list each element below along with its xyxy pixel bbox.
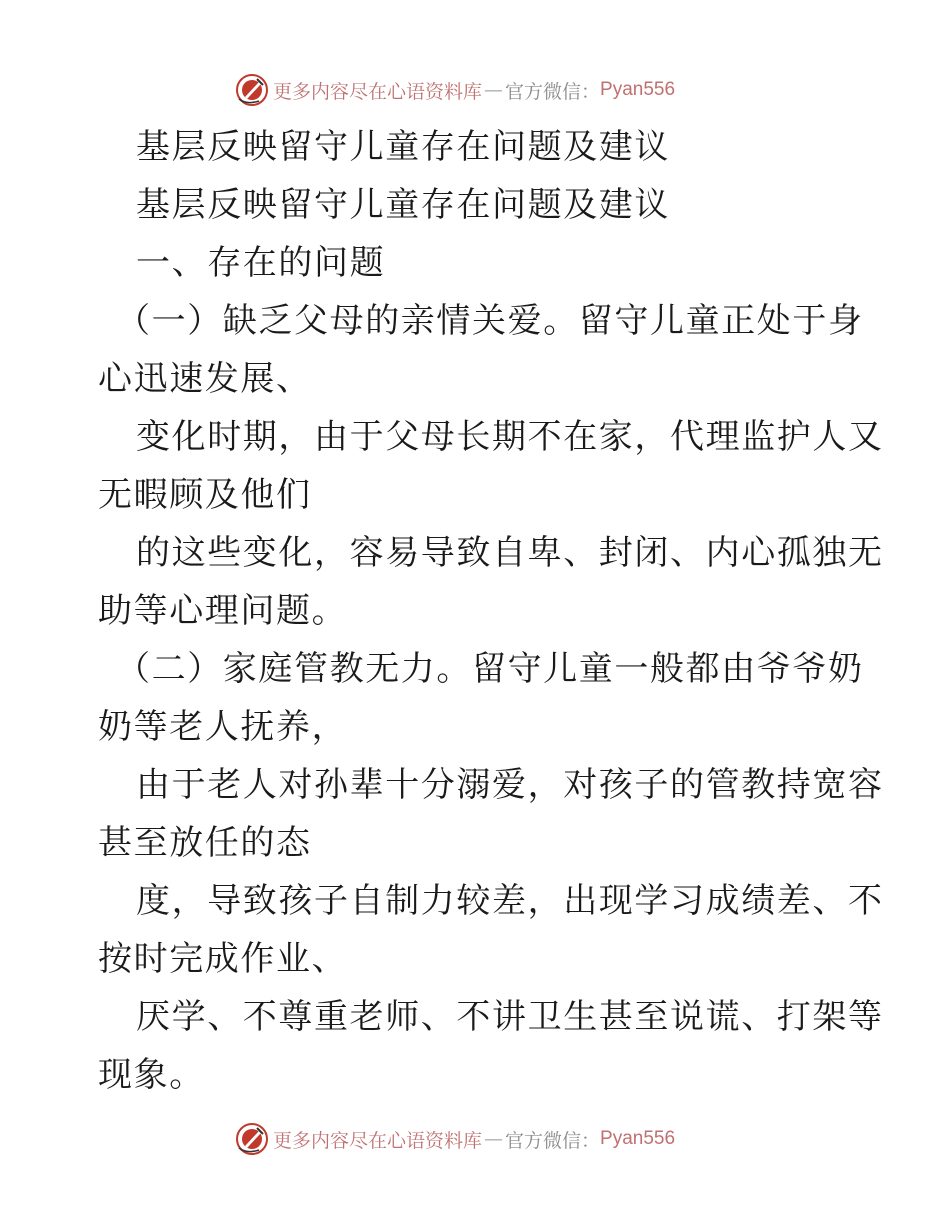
document-title-repeat: 基层反映留守儿童存在问题及建议: [136, 185, 670, 225]
promo-text: 更多内容尽在心语资料库: [273, 1129, 483, 1152]
quill-pen-seal-icon: [235, 73, 269, 107]
paragraph-line: 奶等老人抚养，: [98, 707, 348, 747]
paragraph-line: 甚至放任的态: [98, 823, 312, 863]
promo-text: 更多内容尽在心语资料库: [273, 80, 483, 103]
document-title: 基层反映留守儿童存在问题及建议: [136, 127, 670, 167]
paragraph-line: 的这些变化，容易导致自卑、封闭、内心孤独无: [136, 533, 884, 573]
wechat-id: Pyan556: [600, 1128, 676, 1149]
paragraph-line: 变化时期，由于父母长期不在家，代理监护人又: [136, 417, 884, 457]
quill-pen-seal-icon: [235, 1122, 269, 1156]
paragraph-line: 心迅速发展、: [98, 359, 312, 399]
paragraph-line: 无暇顾及他们: [98, 475, 312, 515]
paragraph-line: 现象。: [98, 1055, 205, 1095]
paragraph-line: （二）家庭管教无力。留守儿童一般都由爷爷奶: [116, 649, 864, 689]
official-label: 官方微信：: [505, 1129, 601, 1152]
document-body: [98, 118, 884, 1104]
footer-banner: [235, 1122, 675, 1156]
paragraph-line: 由于老人对孙辈十分溺爱，对孩子的管教持宽容: [136, 765, 884, 805]
section-heading: 一、存在的问题: [136, 243, 386, 283]
separator-dash: —: [484, 1128, 504, 1150]
paragraph-line: （一）缺乏父母的亲情关爱。留守儿童正处于身: [116, 301, 864, 341]
paragraph-line: 度，导致孩子自制力较差，出现学习成绩差、不: [136, 881, 884, 921]
separator-dash: —: [484, 79, 504, 101]
wechat-id: Pyan556: [600, 79, 676, 100]
paragraph-line: 助等心理问题。: [98, 591, 348, 631]
official-label: 官方微信：: [505, 80, 601, 103]
header-banner: [235, 73, 675, 107]
paragraph-line: 厌学、不尊重老师、不讲卫生甚至说谎、打架等: [136, 997, 884, 1037]
paragraph-line: 按时完成作业、: [98, 939, 348, 979]
